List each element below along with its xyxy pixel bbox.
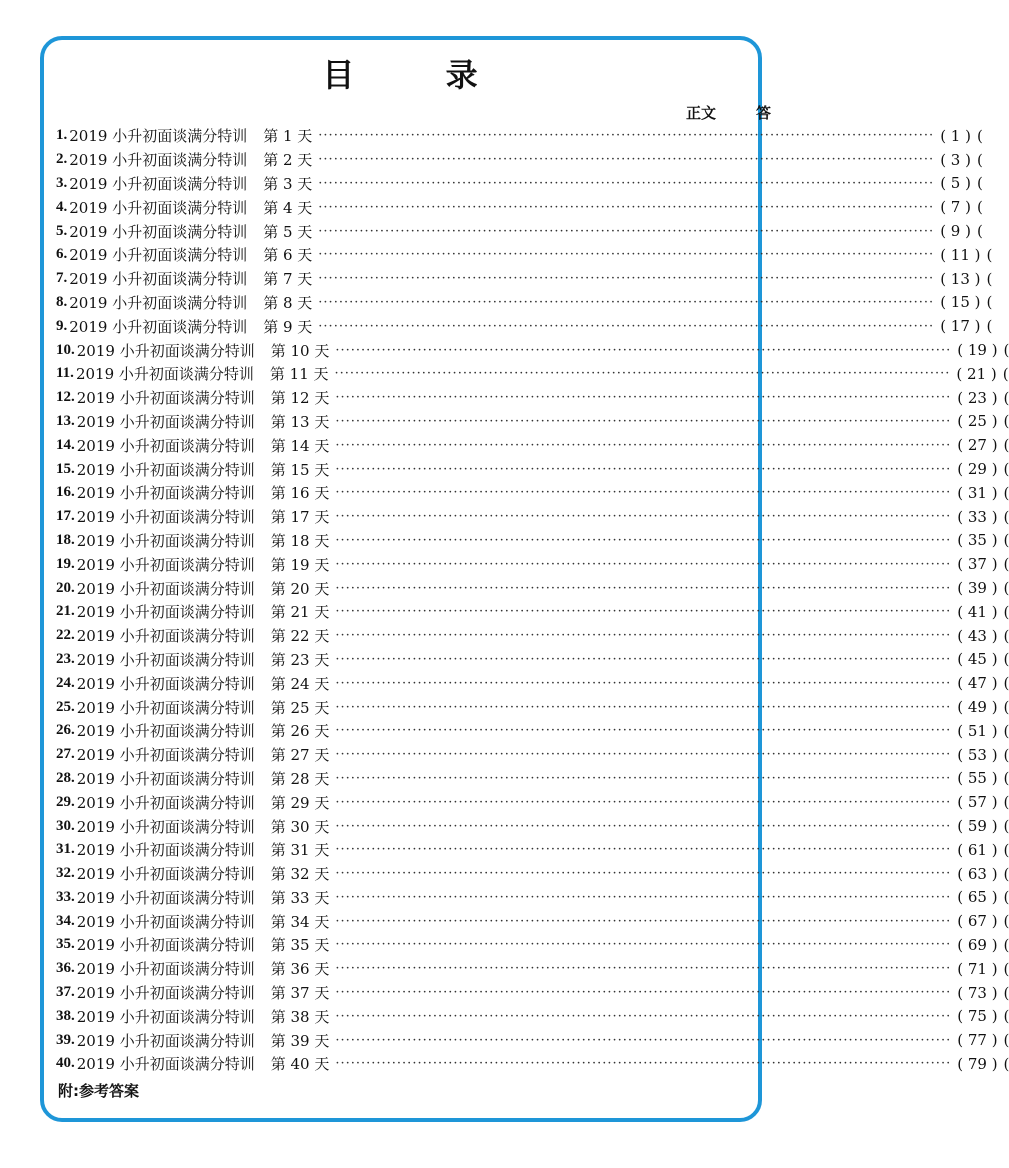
entry-page: ( 11 ) — [940, 245, 981, 264]
toc-entry[interactable] — [56, 886, 1009, 910]
entry-day: 第 6 天 — [263, 246, 313, 265]
entry-title: 2019 小升初面谈满分特训 — [76, 674, 255, 693]
toc-entry[interactable] — [56, 838, 1009, 862]
leader-dots: ························································································································ — [335, 961, 952, 977]
toc-entry[interactable] — [56, 624, 1009, 648]
entry-answer-page: ( — [1003, 1007, 1009, 1026]
entry-title: 2019 小升初面谈满分特训 — [76, 484, 255, 503]
entry-number: 17. — [56, 508, 75, 525]
entry-day: 第 31 天 — [270, 841, 330, 860]
entry-number: 36. — [56, 960, 75, 977]
entry-answer-page: ( — [986, 317, 993, 336]
entry-title: 2019 小升初面谈满分特训 — [76, 650, 255, 669]
entry-answer-page: ( — [1003, 436, 1009, 455]
entry-page: ( 43 ) — [957, 626, 998, 645]
entry-answer-page: ( — [1003, 602, 1009, 621]
toc-entry[interactable] — [56, 529, 1009, 553]
entry-number: 16. — [56, 484, 75, 501]
entry-title: 2019 小升初面谈满分特训 — [76, 698, 255, 717]
entry-day: 第 24 天 — [270, 674, 330, 693]
entry-title: 2019 小升初面谈满分特训 — [76, 1007, 255, 1026]
entry-title: 2019 小升初面谈满分特训 — [76, 722, 255, 741]
entry-day: 第 11 天 — [269, 365, 329, 384]
leader-dots: ························································································································ — [318, 247, 935, 263]
entry-answer-page: ( — [986, 293, 993, 312]
entry-day: 第 20 天 — [270, 579, 330, 598]
entry-number: 19. — [56, 555, 75, 572]
entry-title: 2019 小升初面谈满分特训 — [76, 436, 255, 455]
entry-day: 第 17 天 — [270, 508, 330, 527]
leader-dots: ························································································································ — [318, 271, 935, 287]
entry-page: ( 5 ) — [940, 174, 971, 193]
entry-answer-page: ( — [986, 245, 993, 264]
leader-dots: ························································································································ — [335, 509, 952, 525]
leader-dots: ························································································································ — [335, 628, 952, 644]
entry-number: 40. — [56, 1055, 75, 1072]
toc-entry[interactable] — [56, 386, 1009, 410]
entry-number: 31. — [56, 841, 75, 858]
leader-dots: ························································································································ — [335, 723, 952, 739]
entry-title: 2019 小升初面谈满分特训 — [76, 508, 255, 527]
toc-entry[interactable] — [56, 410, 1009, 434]
toc-entry[interactable] — [56, 933, 1009, 957]
leader-dots: ························································································································ — [335, 532, 952, 548]
entry-answer-page: ( — [976, 222, 983, 241]
entry-answer-page: ( — [1003, 698, 1009, 717]
entry-day: 第 38 天 — [270, 1007, 330, 1026]
entry-answer-page: ( — [1003, 935, 1009, 954]
entry-title: 2019 小升初面谈满分特训 — [76, 1055, 255, 1074]
toc-entry[interactable] — [56, 362, 1009, 386]
entry-page: ( 75 ) — [957, 1007, 998, 1026]
entry-title: 2019 小升初面谈满分特训 — [76, 579, 255, 598]
entry-number: 23. — [56, 650, 75, 667]
entry-day: 第 16 天 — [270, 484, 330, 503]
entry-answer-page: ( — [1003, 626, 1009, 645]
entry-page: ( 61 ) — [957, 840, 998, 859]
entry-day: 第 14 天 — [270, 436, 330, 455]
leader-dots: ························································································································ — [335, 413, 952, 429]
entry-answer-page: ( — [1003, 793, 1009, 812]
entry-answer-page: ( — [976, 198, 983, 217]
entry-page: ( 77 ) — [957, 1031, 998, 1050]
entry-title: 2019 小升初面谈满分特训 — [69, 151, 248, 170]
entry-day: 第 34 天 — [270, 912, 330, 931]
entry-day: 第 40 天 — [270, 1055, 330, 1074]
entry-number: 6. — [56, 246, 68, 263]
entry-number: 8. — [56, 293, 68, 310]
entry-number: 18. — [56, 531, 75, 548]
entry-answer-page: ( — [1003, 579, 1009, 598]
entry-title: 2019 小升初面谈满分特训 — [76, 960, 255, 979]
leader-dots: ························································································································ — [335, 342, 952, 358]
entry-day: 第 22 天 — [270, 627, 330, 646]
toc-entry[interactable] — [56, 719, 1009, 743]
entry-number: 35. — [56, 936, 75, 953]
entry-answer-page: ( — [1003, 840, 1009, 859]
entry-page: ( 17 ) — [940, 317, 981, 336]
leader-dots: ························································································································ — [335, 556, 952, 572]
entry-answer-page: ( — [1003, 341, 1009, 360]
toc-entry[interactable] — [56, 743, 1009, 767]
entry-page: ( 29 ) — [957, 460, 998, 479]
entry-number: 33. — [56, 888, 75, 905]
entry-day: 第 13 天 — [270, 412, 330, 431]
leader-dots: ························································································································ — [335, 604, 952, 620]
entry-number: 32. — [56, 865, 75, 882]
entry-answer-page: ( — [1003, 674, 1009, 693]
entry-page: ( 63 ) — [957, 864, 998, 883]
toc-entry[interactable] — [56, 481, 1009, 505]
entry-number: 27. — [56, 746, 75, 763]
entry-number: 9. — [56, 317, 68, 334]
entry-title: 2019 小升初面谈满分特训 — [69, 198, 248, 217]
entry-number: 26. — [56, 722, 75, 739]
entry-title: 2019 小升初面谈满分特训 — [76, 912, 255, 931]
entry-page: ( 19 ) — [957, 341, 998, 360]
entry-day: 第 26 天 — [270, 722, 330, 741]
entry-page: ( 49 ) — [957, 698, 998, 717]
entry-answer-page: ( — [1003, 1054, 1009, 1073]
entry-title: 2019 小升初面谈满分特训 — [76, 460, 255, 479]
toc-entry[interactable] — [56, 1004, 1009, 1028]
leader-dots: ························································································································ — [335, 985, 952, 1001]
entry-number: 25. — [56, 698, 75, 715]
entry-day: 第 7 天 — [263, 270, 313, 289]
entry-answer-page: ( — [976, 174, 983, 193]
leader-dots: ························································································································ — [335, 913, 952, 929]
entry-number: 30. — [56, 817, 75, 834]
entry-number: 21. — [56, 603, 75, 620]
column-header-answer: 答 — [756, 104, 772, 122]
entry-page: ( 73 ) — [957, 983, 998, 1002]
entry-title: 2019 小升初面谈满分特训 — [76, 793, 255, 812]
entry-day: 第 15 天 — [270, 460, 330, 479]
entry-title: 2019 小升初面谈满分特训 — [76, 555, 255, 574]
leader-dots: ························································································································ — [335, 1008, 952, 1024]
entry-answer-page: ( — [976, 126, 983, 145]
entry-answer-page: ( — [1003, 912, 1009, 931]
entry-page: ( 25 ) — [957, 412, 998, 431]
entry-day: 第 18 天 — [270, 531, 330, 550]
entry-page: ( 21 ) — [956, 364, 997, 383]
entry-answer-page: ( — [1003, 460, 1009, 479]
entry-title: 2019 小升初面谈满分特训 — [76, 746, 255, 765]
entry-page: ( 27 ) — [957, 436, 998, 455]
leader-dots: ························································································································ — [335, 675, 952, 691]
entry-answer-page: ( — [1003, 1031, 1009, 1050]
leader-dots: ························································································································ — [335, 889, 952, 905]
entry-number: 28. — [56, 769, 75, 786]
entry-number: 4. — [56, 198, 68, 215]
entry-page: ( 23 ) — [957, 388, 998, 407]
page-title: 目 录 — [322, 56, 518, 94]
leader-dots: ························································································································ — [335, 794, 952, 810]
entry-answer-page: ( — [1002, 364, 1009, 383]
entry-answer-page: ( — [1003, 959, 1009, 978]
leader-dots: ························································································································ — [318, 128, 935, 144]
toc-entry[interactable] — [56, 576, 1009, 600]
entry-title: 2019 小升初面谈满分特训 — [76, 412, 255, 431]
column-header-main: 正文 — [686, 104, 717, 122]
entry-day: 第 29 天 — [270, 793, 330, 812]
entry-page: ( 9 ) — [940, 222, 971, 241]
entry-title: 2019 小升初面谈满分特训 — [76, 389, 255, 408]
entry-day: 第 35 天 — [270, 936, 330, 955]
entry-day: 第 12 天 — [270, 389, 330, 408]
entry-page: ( 69 ) — [957, 935, 998, 954]
entry-page: ( 3 ) — [940, 150, 971, 169]
entry-day: 第 2 天 — [263, 151, 313, 170]
leader-dots: ························································································································ — [335, 461, 952, 477]
toc-entry[interactable] — [56, 291, 993, 315]
entry-page: ( 47 ) — [957, 674, 998, 693]
entry-number: 34. — [56, 912, 75, 929]
toc-entry[interactable] — [56, 505, 1009, 529]
entry-title: 2019 小升初面谈满分特训 — [76, 769, 255, 788]
leader-dots: ························································································································ — [335, 747, 952, 763]
entry-day: 第 36 天 — [270, 960, 330, 979]
entry-title: 2019 小升初面谈满分特训 — [76, 888, 255, 907]
entry-day: 第 4 天 — [263, 198, 313, 217]
toc-entry[interactable] — [56, 338, 1009, 362]
entry-answer-page: ( — [1003, 650, 1009, 669]
entry-number: 5. — [56, 222, 68, 239]
entry-title: 2019 小升初面谈满分特训 — [69, 127, 248, 146]
toc-entry[interactable] — [56, 957, 1009, 981]
entry-day: 第 32 天 — [270, 865, 330, 884]
entry-day: 第 25 天 — [270, 698, 330, 717]
entry-day: 第 9 天 — [263, 317, 313, 336]
entry-number: 3. — [56, 174, 68, 191]
leader-dots: ························································································································ — [335, 651, 952, 667]
entry-page: ( 35 ) — [957, 531, 998, 550]
entry-number: 12. — [56, 389, 75, 406]
toc-entry[interactable] — [56, 767, 1009, 791]
toc-entry[interactable] — [56, 600, 1009, 624]
toc-entry[interactable] — [56, 552, 1009, 576]
leader-dots: ························································································································ — [335, 580, 952, 596]
entry-number: 2. — [56, 151, 68, 168]
leader-dots: ························································································································ — [335, 699, 952, 715]
entry-number: 37. — [56, 984, 75, 1001]
leader-dots: ························································································································ — [335, 842, 952, 858]
toc-entry[interactable] — [56, 671, 1009, 695]
toc-entry[interactable] — [56, 314, 993, 338]
entry-page: ( 65 ) — [957, 888, 998, 907]
entry-number: 38. — [56, 1007, 75, 1024]
entry-day: 第 37 天 — [270, 984, 330, 1003]
entry-number: 11. — [56, 365, 74, 382]
entry-page: ( 31 ) — [957, 483, 998, 502]
entry-answer-page: ( — [976, 150, 983, 169]
entry-number: 20. — [56, 579, 75, 596]
entry-number: 1. — [56, 127, 68, 144]
toc-entry[interactable] — [56, 790, 1009, 814]
toc-entry[interactable] — [56, 648, 1009, 672]
entry-number: 14. — [56, 436, 75, 453]
entry-day: 第 27 天 — [270, 746, 330, 765]
entry-page: ( 13 ) — [940, 269, 981, 288]
entry-title: 2019 小升初面谈满分特训 — [76, 865, 255, 884]
toc-entry[interactable] — [56, 1052, 1009, 1076]
entry-page: ( 33 ) — [957, 507, 998, 526]
leader-dots: ························································································································ — [335, 390, 952, 406]
entry-page: ( 79 ) — [957, 1054, 998, 1073]
toc-entry[interactable] — [56, 433, 1009, 457]
entry-answer-page: ( — [1003, 483, 1009, 502]
appendix-label: 附:参考答案 — [58, 1082, 139, 1100]
entry-number: 13. — [56, 412, 75, 429]
entry-answer-page: ( — [1003, 864, 1009, 883]
entry-day: 第 23 天 — [270, 650, 330, 669]
entry-page: ( 71 ) — [957, 959, 998, 978]
leader-dots: ························································································································ — [335, 437, 952, 453]
toc-entry[interactable] — [56, 695, 1009, 719]
entry-day: 第 3 天 — [263, 174, 313, 193]
entry-page: ( 53 ) — [957, 745, 998, 764]
entry-title: 2019 小升初面谈满分特训 — [76, 817, 255, 836]
entry-title: 2019 小升初面谈满分特训 — [69, 317, 248, 336]
entry-answer-page: ( — [986, 269, 993, 288]
entry-page: ( 1 ) — [940, 126, 971, 145]
entry-answer-page: ( — [1003, 888, 1009, 907]
entry-page: ( 59 ) — [957, 817, 998, 835]
leader-dots: ························································································································ — [318, 294, 935, 310]
entry-answer-page: ( — [1003, 555, 1009, 574]
toc-entry[interactable] — [56, 148, 983, 172]
leader-dots: ························································································································ — [318, 223, 935, 239]
entry-answer-page: ( — [1003, 983, 1009, 1002]
entry-title: 2019 小升初面谈满分特训 — [76, 603, 255, 622]
entry-page: ( 45 ) — [957, 650, 998, 669]
leader-dots: ························································································································ — [335, 937, 952, 953]
entry-page: ( 51 ) — [957, 721, 998, 740]
entry-answer-page: ( — [1003, 769, 1009, 788]
entry-title: 2019 小升初面谈满分特训 — [69, 270, 248, 289]
entry-title: 2019 小升初面谈满分特训 — [76, 341, 255, 360]
leader-dots: ························································································································ — [335, 1056, 952, 1072]
toc-entry[interactable] — [56, 124, 983, 148]
entry-day: 第 10 天 — [270, 341, 330, 360]
toc-entry[interactable] — [56, 1028, 1009, 1052]
entry-answer-page: ( — [1003, 531, 1009, 550]
entry-number: 39. — [56, 1031, 75, 1048]
entry-title: 2019 小升初面谈满分特训 — [76, 1031, 255, 1050]
leader-dots: ························································································································ — [318, 175, 935, 191]
entry-day: 第 8 天 — [263, 293, 313, 312]
toc-entry[interactable] — [56, 981, 1009, 1005]
leader-dots: ························································································································ — [335, 770, 952, 786]
entry-title: 2019 小升初面谈满分特训 — [76, 627, 255, 646]
leader-dots: ························································································································ — [318, 318, 935, 334]
entry-title: 2019 小升初面谈满分特训 — [69, 174, 248, 193]
entry-day: 第 28 天 — [270, 769, 330, 788]
entry-title: 2019 小升初面谈满分特训 — [69, 293, 248, 312]
entry-day: 第 39 天 — [270, 1031, 330, 1050]
entry-day: 第 30 天 — [270, 817, 330, 836]
leader-dots: ························································································································ — [318, 199, 935, 215]
entry-page: ( 7 ) — [940, 198, 971, 217]
entry-title: 2019 小升初面谈满分特训 — [76, 984, 255, 1003]
entry-day: 第 1 天 — [263, 127, 313, 146]
entry-answer-page: ( — [1003, 721, 1009, 740]
toc-entry[interactable] — [56, 862, 1009, 886]
entry-answer-page: ( — [1003, 817, 1009, 835]
entry-page: ( 55 ) — [957, 769, 998, 788]
toc-entry[interactable] — [56, 457, 1009, 481]
entry-title: 2019 小升初面谈满分特训 — [75, 365, 254, 384]
entry-page: ( 39 ) — [957, 579, 998, 598]
entry-page: ( 57 ) — [957, 793, 998, 812]
entry-answer-page: ( — [1003, 507, 1009, 526]
entry-title: 2019 小升初面谈满分特训 — [76, 531, 255, 550]
toc-entry[interactable] — [56, 219, 983, 243]
toc-entry[interactable] — [56, 172, 983, 196]
entry-day: 第 33 天 — [270, 888, 330, 907]
entry-day: 第 21 天 — [270, 603, 330, 622]
entry-title: 2019 小升初面谈满分特训 — [69, 222, 248, 241]
entry-number: 7. — [56, 270, 68, 287]
entry-day: 第 5 天 — [263, 222, 313, 241]
entry-title: 2019 小升初面谈满分特训 — [76, 936, 255, 955]
entry-page: ( 67 ) — [957, 912, 998, 931]
leader-dots: ························································································································ — [335, 485, 952, 501]
leader-dots: ························································································································ — [335, 818, 952, 834]
leader-dots: ························································································································ — [334, 366, 951, 382]
toc-entry[interactable] — [56, 267, 993, 291]
toc-entry[interactable] — [56, 243, 993, 267]
entry-number: 10. — [56, 341, 75, 358]
entry-page: ( 37 ) — [957, 555, 998, 574]
toc-entry[interactable] — [56, 814, 1009, 838]
entry-number: 15. — [56, 460, 75, 477]
toc-entry[interactable] — [56, 195, 983, 219]
entry-answer-page: ( — [1003, 412, 1009, 431]
leader-dots: ························································································································ — [335, 866, 952, 882]
entry-answer-page: ( — [1003, 745, 1009, 764]
entry-title: 2019 小升初面谈满分特训 — [76, 841, 255, 860]
entry-number: 22. — [56, 627, 75, 644]
entry-title: 2019 小升初面谈满分特训 — [69, 246, 248, 265]
entry-answer-page: ( — [1003, 388, 1009, 407]
entry-number: 24. — [56, 674, 75, 691]
entry-number: 29. — [56, 793, 75, 810]
entry-page: ( 41 ) — [957, 602, 998, 621]
leader-dots: ························································································································ — [335, 1032, 952, 1048]
leader-dots: ························································································································ — [318, 152, 935, 168]
entry-day: 第 19 天 — [270, 555, 330, 574]
toc-list — [56, 124, 1009, 1076]
entry-page: ( 15 ) — [940, 293, 981, 312]
toc-entry[interactable] — [56, 909, 1009, 933]
